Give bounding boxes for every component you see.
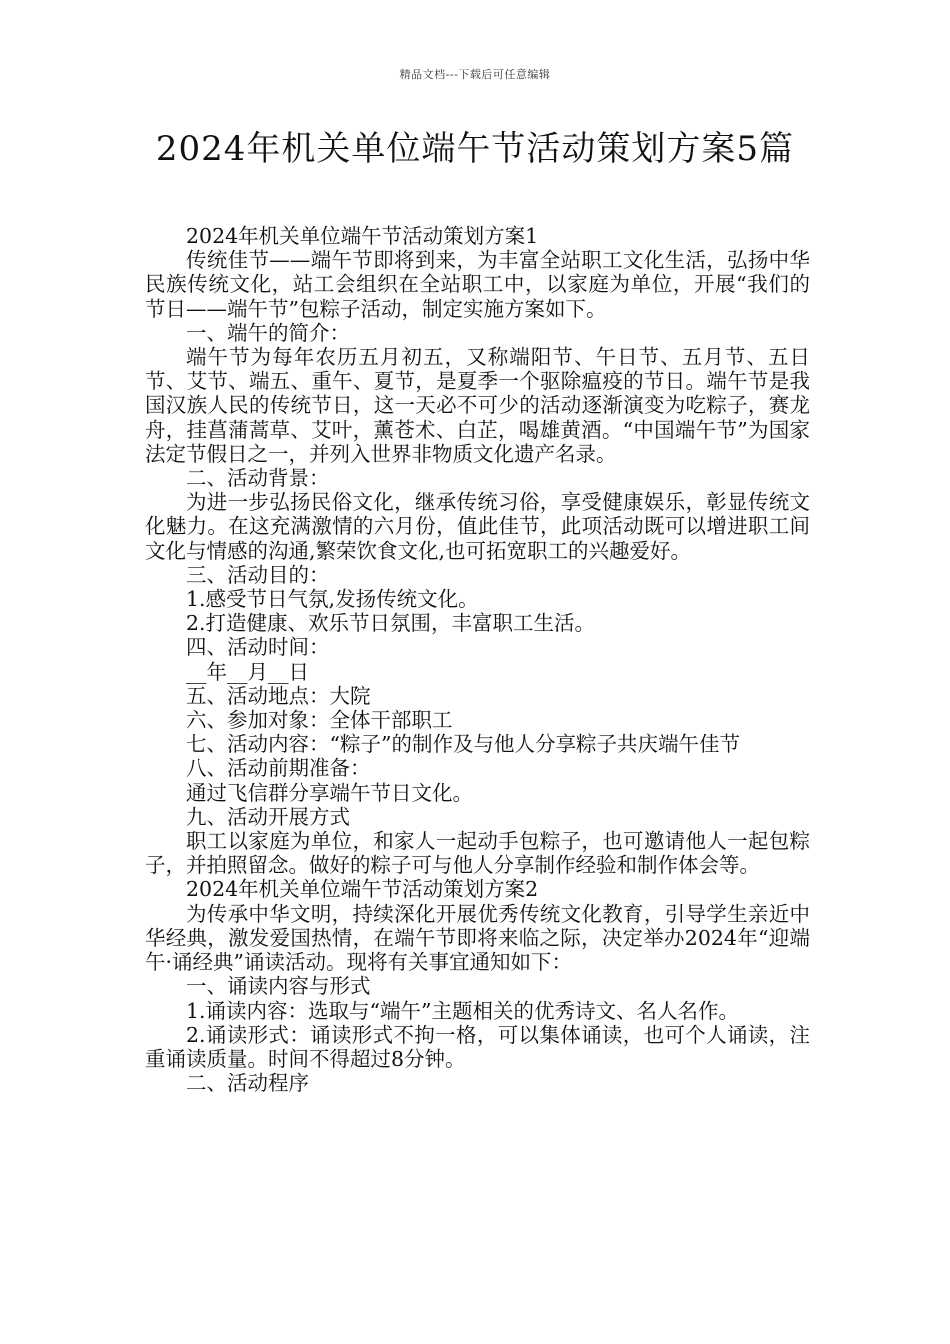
- paragraph: 五、活动地点：大院: [186, 683, 371, 708]
- paragraph: 为传承中华文明，持续深化开展优秀传统文化教育，引导学生亲近中华经典，激发爱国热情，在端午节即将来临之际，决定举办2024年“迎端午·诵经典”诵读活动。现将有关事宜通知如下：: [145, 901, 810, 975]
- page-header-note: 精品文档---下载后可任意编辑: [399, 68, 551, 81]
- paragraph: 一、端午的简介：: [186, 320, 350, 345]
- document-title: 2024年机关单位端午节活动策划方案5篇: [155, 129, 795, 169]
- paragraph: 通过飞信群分享端午节日文化。: [186, 780, 473, 805]
- paragraph: 职工以家庭为单位，和家人一起动手包粽子，也可邀请他人一起包粽子，并拍照留念。做好的粽子可与他人分享制作经验和制作体会等。: [145, 829, 810, 878]
- paragraph: 六、参加对象：全体干部职工: [186, 708, 453, 733]
- paragraph: 二、活动程序: [186, 1071, 309, 1096]
- paragraph: __年__月__日: [186, 659, 309, 684]
- paragraph: 九、活动开展方式: [186, 804, 350, 829]
- paragraph: 2024年机关单位端午节活动策划方案2: [186, 877, 539, 902]
- paragraph: 七、活动内容：“粽子”的制作及与他人分享粽子共庆端午佳节: [186, 732, 740, 757]
- paragraph: 二、活动背景：: [186, 466, 330, 491]
- paragraph: 传统佳节——端午节即将到来，为丰富全站职工文化生活，弘扬中华民族传统文化，站工会组织在全站职工中，以家庭为单位，开展“我们的节日——端午节”包粽子活动，制定实施方案如下。: [145, 248, 810, 321]
- paragraph: 端午节为每年农历五月初五，又称端阳节、午日节、五月节、五日节、艾节、端五、重午、夏节，是夏季一个驱除瘟疫的节日。端午节是我国汉族人民的传统节日，这一天必不可少的活动逐渐演变为吃粽子，赛龙舟，挂菖蒲蒿草、艾叶，薰苍术、白芷，喝雄黄酒。“中国端午节”为国家法定节假日之一，并列入世界非物质文化遗产名录。: [145, 345, 810, 466]
- document-body: [145, 224, 810, 1095]
- paragraph: 2024年机关单位端午节活动策划方案1: [186, 224, 539, 248]
- paragraph: 为进一步弘扬民俗文化，继承传统习俗，享受健康娱乐，彰显传统文化魅力。在这充满激情的六月份，值此佳节，此项活动既可以增进职工间文化与情感的沟通,繁荣饮食文化,也可拓宽职工的兴趣爱好。: [145, 490, 810, 563]
- paragraph: 2.打造健康、欢乐节日氛围，丰富职工生活。: [186, 611, 596, 636]
- paragraph: 1.诵读内容：选取与“端午”主题相关的优秀诗文、名人名作。: [186, 998, 740, 1023]
- paragraph: 2.诵读形式：诵读形式不拘一格，可以集体诵读，也可个人诵读，注重诵读质量。时间不得超过8分钟。: [145, 1022, 810, 1071]
- paragraph: 三、活动目的：: [186, 562, 330, 587]
- paragraph: 一、诵读内容与形式: [186, 974, 371, 999]
- paragraph: 1.感受节日气氛,发扬传统文化。: [186, 587, 479, 612]
- paragraph: 八、活动前期准备：: [186, 756, 371, 781]
- paragraph: 四、活动时间：: [186, 635, 330, 660]
